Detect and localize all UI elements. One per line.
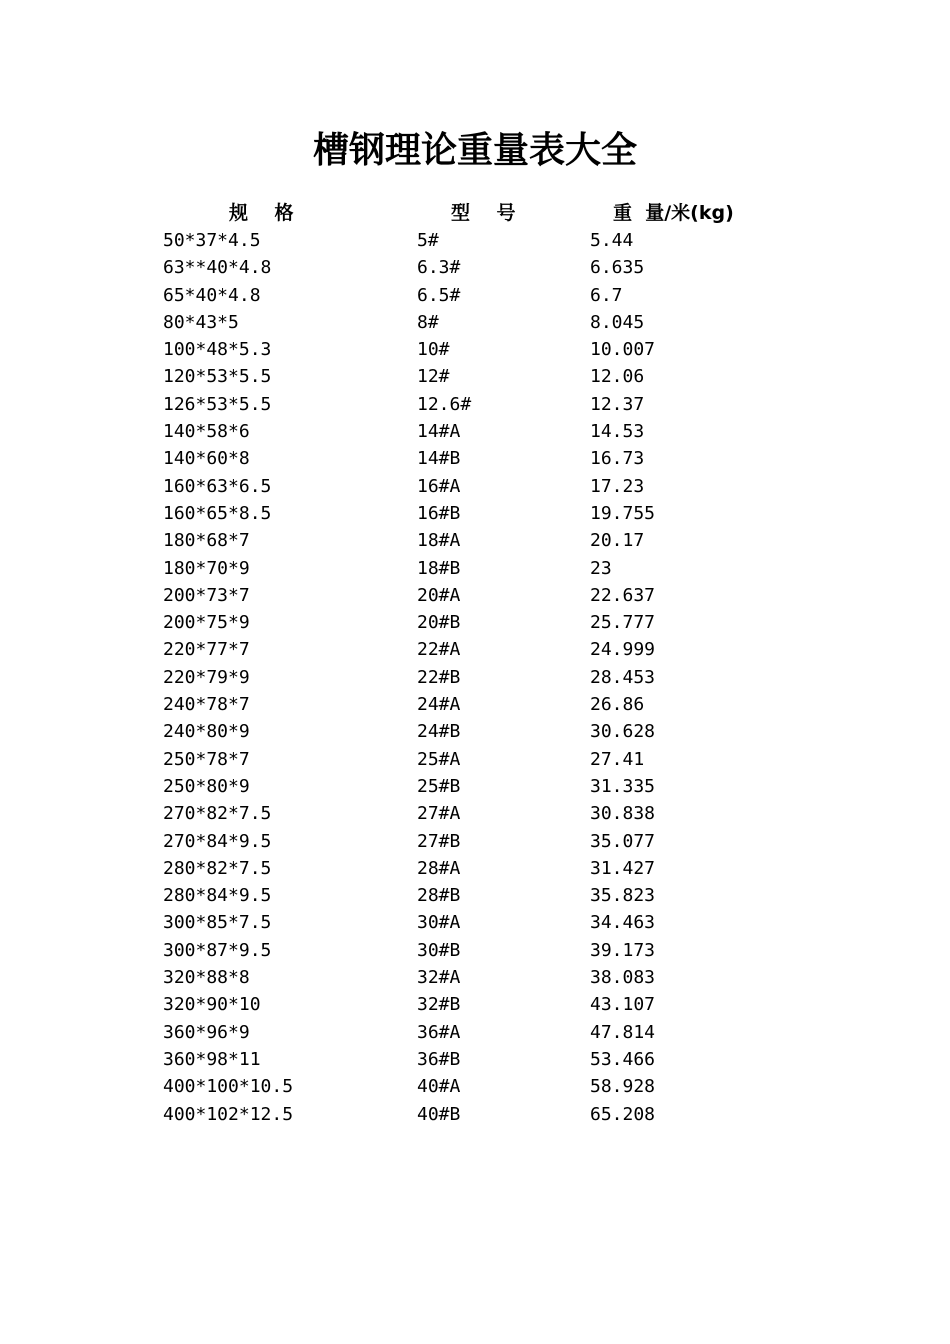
cell-weight: 35.077 [590, 830, 656, 852]
cell-weight: 43.107 [590, 994, 656, 1016]
cell-model: 27#B [417, 830, 461, 852]
cell-weight: 38.083 [590, 967, 656, 989]
table-row [163, 473, 803, 500]
cell-model: 18#A [417, 530, 461, 552]
table-row [163, 282, 803, 309]
table-row [163, 882, 803, 909]
header-weight: 重 量/米(kg) [613, 202, 734, 224]
table-row [163, 336, 803, 363]
table-row [163, 991, 803, 1018]
cell-spec: 360*98*11 [163, 1048, 261, 1070]
cell-spec: 200*73*7 [163, 584, 250, 606]
cell-spec: 270*82*7.5 [163, 803, 272, 825]
cell-spec: 160*63*6.5 [163, 475, 272, 497]
table-row [163, 937, 803, 964]
cell-model: 16#A [417, 475, 461, 497]
cell-spec: 250*80*9 [163, 775, 250, 797]
cell-spec: 140*60*8 [163, 448, 250, 470]
table-header [163, 199, 803, 227]
cell-model: 5# [417, 230, 439, 251]
cell-spec: 65*40*4.8 [163, 284, 261, 306]
cell-model: 12# [417, 366, 450, 388]
header-spec: 规 格 [229, 202, 294, 224]
table-row [163, 391, 803, 418]
cell-spec: 240*80*9 [163, 721, 250, 743]
cell-model: 12.6# [417, 393, 472, 415]
cell-weight: 65.208 [590, 1103, 656, 1125]
cell-model: 40#A [417, 1076, 461, 1098]
cell-model: 6.5# [417, 284, 461, 306]
table-row [163, 609, 803, 636]
cell-spec: 160*65*8.5 [163, 502, 272, 524]
table-row [163, 254, 803, 281]
cell-weight: 26.86 [590, 694, 645, 716]
cell-spec: 280*82*7.5 [163, 857, 272, 879]
table-row [163, 500, 803, 527]
cell-model: 22#B [417, 666, 461, 688]
cell-spec: 220*79*9 [163, 666, 250, 688]
cell-weight: 25.777 [590, 612, 656, 634]
table-row [163, 1101, 803, 1128]
table-row [163, 418, 803, 445]
table-row [163, 636, 803, 663]
cell-spec: 200*75*9 [163, 612, 250, 634]
cell-model: 10# [417, 339, 450, 361]
cell-spec: 180*70*9 [163, 557, 250, 579]
cell-model: 25#A [417, 748, 461, 770]
cell-model: 32#A [417, 967, 461, 989]
cell-weight: 10.007 [590, 339, 656, 361]
table-row [163, 445, 803, 472]
cell-spec: 250*78*7 [163, 748, 250, 770]
cell-model: 28#A [417, 857, 461, 879]
cell-model: 22#A [417, 639, 461, 661]
table-body [163, 227, 803, 1128]
cell-weight: 30.628 [590, 721, 656, 743]
cell-weight: 19.755 [590, 502, 656, 524]
cell-weight: 53.466 [590, 1048, 656, 1070]
table-row [163, 691, 803, 718]
cell-spec: 300*85*7.5 [163, 912, 272, 934]
cell-spec: 126*53*5.5 [163, 393, 272, 415]
table-row [163, 909, 803, 936]
cell-spec: 240*78*7 [163, 694, 250, 716]
cell-model: 24#B [417, 721, 461, 743]
cell-model: 20#B [417, 612, 461, 634]
cell-spec: 120*53*5.5 [163, 366, 272, 388]
table-row [163, 227, 803, 254]
cell-model: 28#B [417, 885, 461, 907]
cell-spec: 180*68*7 [163, 530, 250, 552]
cell-model: 16#B [417, 502, 461, 524]
table-row [163, 1073, 803, 1100]
cell-model: 6.3# [417, 257, 461, 279]
cell-model: 24#A [417, 694, 461, 716]
cell-weight: 5.44 [590, 230, 634, 251]
cell-spec: 320*90*10 [163, 994, 261, 1016]
table-row [163, 773, 803, 800]
cell-weight: 39.173 [590, 939, 656, 961]
table-row [163, 718, 803, 745]
page-title: 槽钢理论重量表大全 [312, 130, 637, 171]
table-row [163, 664, 803, 691]
cell-model: 30#B [417, 939, 461, 961]
header-model: 型 号 [451, 202, 516, 224]
cell-model: 14#A [417, 421, 461, 443]
table-row [163, 964, 803, 991]
cell-model: 14#B [417, 448, 461, 470]
cell-model: 20#A [417, 584, 461, 606]
table-row [163, 828, 803, 855]
cell-model: 8# [417, 311, 439, 333]
cell-weight: 14.53 [590, 421, 645, 443]
cell-weight: 12.37 [590, 393, 645, 415]
cell-weight: 31.335 [590, 775, 656, 797]
cell-weight: 20.17 [590, 530, 645, 552]
cell-weight: 17.23 [590, 475, 645, 497]
table-row [163, 1019, 803, 1046]
cell-spec: 220*77*7 [163, 639, 250, 661]
cell-weight: 35.823 [590, 885, 656, 907]
table-row [163, 582, 803, 609]
cell-weight: 30.838 [590, 803, 656, 825]
cell-weight: 58.928 [590, 1076, 656, 1098]
table-row [163, 800, 803, 827]
cell-model: 36#A [417, 1021, 461, 1043]
cell-weight: 6.635 [590, 257, 645, 279]
cell-weight: 28.453 [590, 666, 656, 688]
cell-spec: 50*37*4.5 [163, 230, 261, 251]
cell-weight: 6.7 [590, 284, 623, 306]
table-row [163, 746, 803, 773]
table-row [163, 555, 803, 582]
cell-model: 30#A [417, 912, 461, 934]
cell-spec: 300*87*9.5 [163, 939, 272, 961]
cell-weight: 23 [590, 557, 612, 579]
cell-spec: 320*88*8 [163, 967, 250, 989]
cell-model: 36#B [417, 1048, 461, 1070]
cell-spec: 63**40*4.8 [163, 257, 272, 279]
cell-spec: 140*58*6 [163, 421, 250, 443]
cell-spec: 80*43*5 [163, 311, 239, 333]
cell-spec: 400*100*10.5 [163, 1076, 294, 1098]
weight-table [163, 199, 803, 1128]
cell-weight: 24.999 [590, 639, 656, 661]
cell-spec: 280*84*9.5 [163, 885, 272, 907]
cell-weight: 31.427 [590, 857, 656, 879]
table-row [163, 527, 803, 554]
cell-weight: 8.045 [590, 311, 645, 333]
cell-spec: 100*48*5.3 [163, 339, 272, 361]
table-row [163, 309, 803, 336]
cell-weight: 34.463 [590, 912, 656, 934]
cell-model: 40#B [417, 1103, 461, 1125]
cell-weight: 47.814 [590, 1021, 656, 1043]
cell-model: 18#B [417, 557, 461, 579]
table-row [163, 1046, 803, 1073]
cell-model: 27#A [417, 803, 461, 825]
cell-weight: 16.73 [590, 448, 645, 470]
cell-spec: 400*102*12.5 [163, 1103, 294, 1125]
cell-weight: 22.637 [590, 584, 656, 606]
table-row [163, 363, 803, 390]
table-row [163, 855, 803, 882]
cell-spec: 360*96*9 [163, 1021, 250, 1043]
cell-model: 32#B [417, 994, 461, 1016]
cell-weight: 27.41 [590, 748, 645, 770]
cell-spec: 270*84*9.5 [163, 830, 272, 852]
cell-model: 25#B [417, 775, 461, 797]
cell-weight: 12.06 [590, 366, 645, 388]
